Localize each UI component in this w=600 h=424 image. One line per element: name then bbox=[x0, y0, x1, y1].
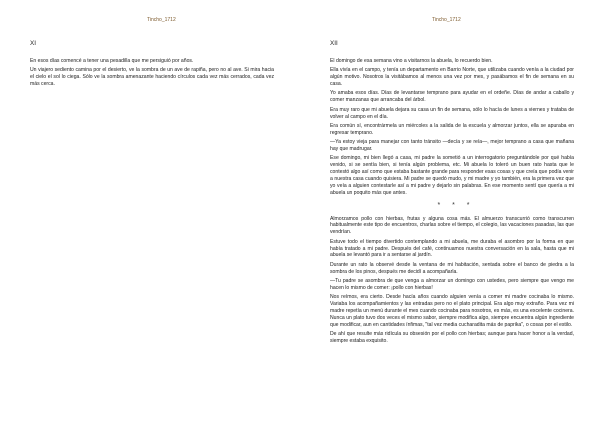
paragraph: En esos días comencé a tener una pesadilla que me persiguió por años. bbox=[30, 58, 194, 64]
paragraph: —Tu padre se asombra de que venga a almorzar un domingo con ustedes, pero siempre que vengo me hacen lo mismo de comer: ¡pollo con hierbas! bbox=[330, 277, 574, 291]
paragraph: Era común sí, encontrármela un miércoles a la salida de la escuela y almorzar juntos, ella se apuraba en regresar temprano. bbox=[330, 122, 574, 136]
chapter-title: XII bbox=[330, 40, 338, 47]
right-page bbox=[300, 0, 600, 424]
running-header: Tincho_1712 bbox=[147, 17, 176, 23]
paragraph: Estuve todo el tiempo divertido contemplando a mi abuela, me duraba el asombro por la forma en que había tratado a mi padre. Después del café, continuamos nuestra conversación en la sala, hasta que mi abuela se levantó para ir a sentarse al jardín. bbox=[330, 238, 574, 259]
paragraph: Durante un rato la observé desde la ventana de mi habitación, sentada sobre el banco de piedra a la sombra de los pinos, después me decidí a acompañarla. bbox=[330, 261, 574, 275]
paragraph: Ella vivía en el campo, y tenía un departamento en Barrio Norte, que utilizaba cuando venía a la ciudad por algún motivo. Nosotros la visitábamos al menos una vez por mes, y pasábamos el fin de semana en su casa. bbox=[330, 67, 574, 88]
paragraph: Nos reímos, era cierto. Desde hacía años cuando alguien venía a comer mi madre cocinaba lo mismo. Variaba los acompañamientos y las entradas pero no el plato principal. Era algo muy extraño. Para vez mi madre repetía un menú durante el mes cuando cocinaba para nosotros, es más, es una excelente cocinera. Nunca un plato tuvo dos veces el mismo sabor, siempre modifica algo, siempre encuentra algún ingrediente que modificar, aun en cantidades ínfimas, "tal vez media cucharadita más de paprika", o cosas por el estilo. bbox=[330, 294, 574, 328]
chapter-body bbox=[330, 58, 574, 347]
paragraph: Almorzamos pollo con hierbas, frutas y alguna cosa más. El almuerzo transcurrió como transcurren habitualmente este tipo de encuentros, charlas sobre el tiempo, el colegio, las vacaciones pasadas, las que vendrían. bbox=[330, 215, 574, 236]
paragraph: El domingo de esa semana vino a visitarnos la abuela, lo recuerdo bien. bbox=[330, 58, 493, 64]
chapter-body bbox=[30, 58, 274, 90]
scene-separator: * * * bbox=[437, 201, 475, 209]
chapter-title: XI bbox=[30, 40, 36, 47]
paragraph: Un viajero sediento camina por el desierto, ve la sombra de un ave de rapiña, pero no al ave. Si mira hacia el cielo el sol lo ciega. Sólo ve la sombra amenazante haciendo círculos cada vez más cerrados, cada vez más cerca. bbox=[30, 67, 274, 88]
paragraph: Yo amaba esos días. Días de levantarse temprano para ayudar en el ordeñe. Días de andar a caballo y comer manzanas que arrancaba del árbol. bbox=[330, 90, 574, 104]
paragraph: De ahí que resulte más ridícula su obsesión por el pollo con hierbas; aunque para hacer honor a la verdad, siempre estaba exquisito. bbox=[330, 331, 574, 345]
paragraph: Era muy raro que mi abuela dejara su casa un fin de semana, sólo lo hacía de lunes a viernes y trataba de volver al campo en el día. bbox=[330, 106, 574, 120]
paragraph: —Ya estoy vieja para manejar con tanto tránsito —decía y se reía—, mejor temprano a casa que mañana hay que madrugar. bbox=[330, 139, 574, 152]
running-header: Tincho_1712 bbox=[432, 17, 461, 23]
paragraph: Ese domingo, mi bien llegó a casa, mi padre la sometió a un interrogatorio preguntándole por qué había venido, si se sentía bien, si tenía algún problema, etc. Mi abuela lo toleró un buen rato hasta que le contestó algo así como que estaba bastante grande para responder esas cosas y que creía que podía venir a nuestra casa cuando quisiera. Mi padre se quedó mudo, y mi madre y yo también, era la primera vez que yo veía a alguien contestarle así a mi padre y dejarlo sin palabras. En ese momento sentí que quería a mi abuela un poquito más que antes. bbox=[330, 155, 574, 196]
